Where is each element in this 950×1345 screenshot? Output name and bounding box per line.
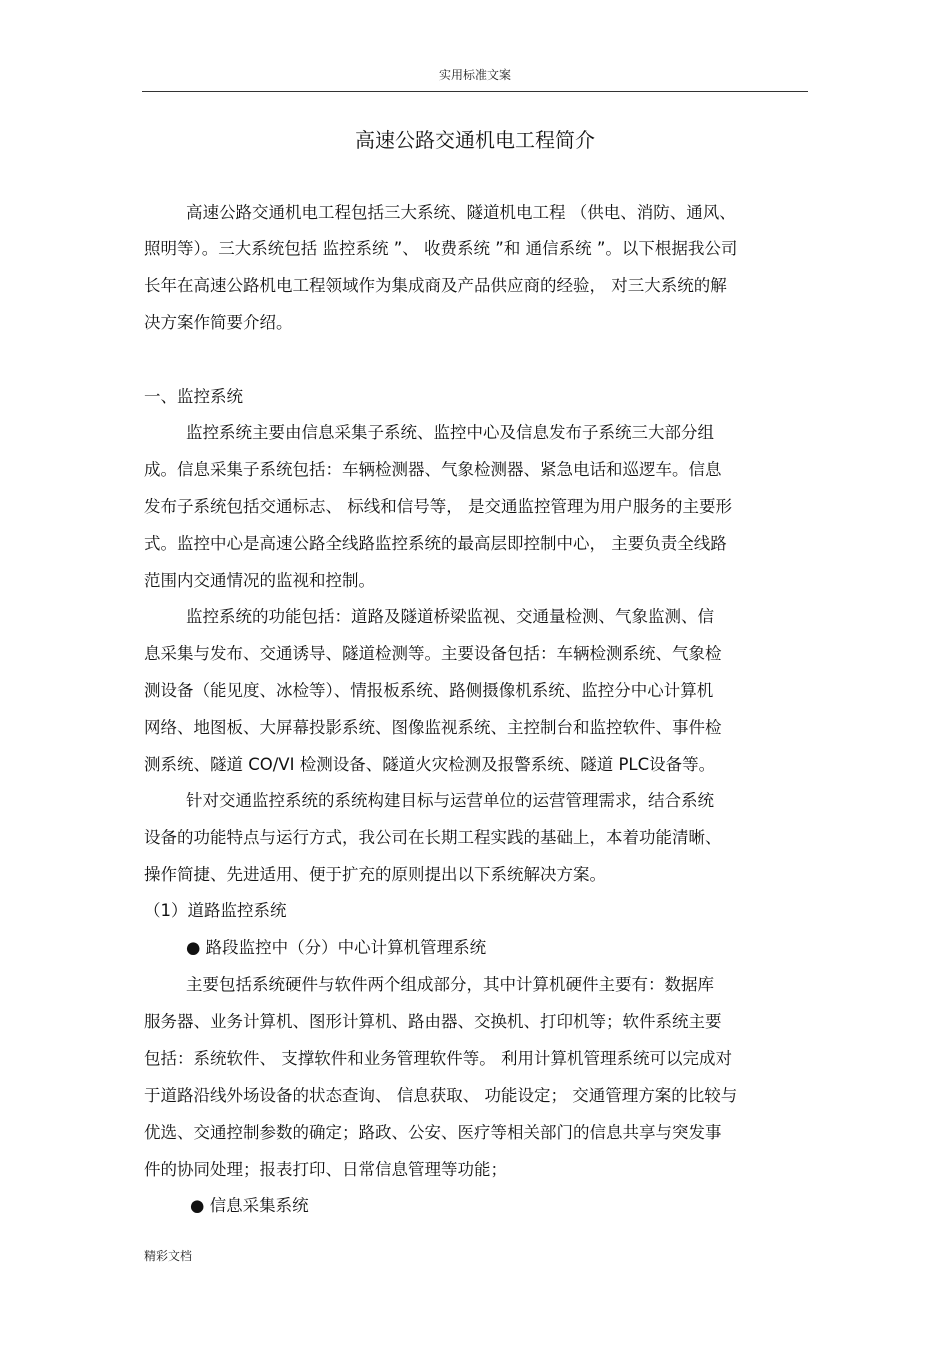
paragraph-line: 决方案作简要介绍。 [144, 313, 293, 332]
paragraph-line: 主要包括系统硬件与软件两个组成部分，其中计算机硬件主要有：数据库 [186, 975, 714, 994]
paragraph-line: 监控系统的功能包括：道路及隧道桥梁监视、交通量检测、气象监测、信 [186, 607, 714, 626]
paragraph-line: 服务器、业务计算机、图形计算机、路由器、交换机、打印机等；软件系统主要 [144, 1012, 722, 1031]
subsection-heading: （1）道路监控系统 [144, 901, 287, 920]
paragraph-line: 设备的功能特点与运行方式，我公司在长期工程实践的基础上，本着功能清晰、 [144, 828, 722, 847]
page-footer: 精彩文档 [144, 1249, 193, 1263]
paragraph-line: 发布子系统包括交通标志、 标线和信号等， 是交通监控管理为用户服务的主要形 [144, 497, 732, 516]
paragraph-line: 包括：系统软件、 支撑软件和业务管理软件等。 利用计算机管理系统可以完成对 [144, 1049, 732, 1068]
paragraph-line: 照明等）。三大系统包括 监控系统 ”、 收费系统 ”和 通信系统 ”。以下根据我公司 [144, 239, 738, 258]
paragraph-line: 高速公路交通机电工程包括三大系统、隧道机电工程 （供电、消防、通风、 [186, 203, 736, 222]
paragraph-line: 息采集与发布、交通诱导、隧道检测等。主要设备包括：车辆检测系统、气象检 [144, 644, 722, 663]
bullet-item: ● 信息采集系统 [190, 1196, 309, 1215]
document-title: 高速公路交通机电工程简介 [355, 128, 595, 152]
header-rule [142, 91, 808, 92]
paragraph-line: 件的协同处理；报表打印、日常信息管理等功能； [144, 1160, 507, 1179]
paragraph-line: 操作简捷、先进适用、便于扩充的原则提出以下系统解决方案。 [144, 865, 606, 884]
paragraph-line: 测设备（能见度、冰检等）、情报板系统、路侧摄像机系统、监控分中心计算机 [144, 681, 714, 700]
paragraph-line: 优选、交通控制参数的确定；路政、公安、医疗等相关部门的信息共享与突发事 [144, 1123, 722, 1142]
paragraph-line: 监控系统主要由信息采集子系统、监控中心及信息发布子系统三大部分组 [186, 423, 714, 442]
paragraph-line: 式。监控中心是高速公路全线路监控系统的最高层即控制中心， 主要负责全线路 [144, 534, 727, 553]
paragraph-line: 网络、地图板、大屏幕投影系统、图像监视系统、主控制台和监控软件、事件检 [144, 718, 722, 737]
paragraph-line: 成。信息采集子系统包括：车辆检测器、气象检测器、紧急电话和巡逻车。信息 [144, 460, 722, 479]
bullet-item: ● 路段监控中（分）中心计算机管理系统 [186, 938, 487, 957]
paragraph-line: 于道路沿线外场设备的状态查询、 信息获取、 功能设定； 交通管理方案的比较与 [144, 1086, 738, 1105]
paragraph-line: 长年在高速公路机电工程领域作为集成商及产品供应商的经验， 对三大系统的解 [144, 276, 727, 295]
paragraph-line: 范围内交通情况的监视和控制。 [144, 571, 375, 590]
section-heading: 一、监控系统 [144, 387, 243, 406]
paragraph-line: 针对交通监控系统的系统构建目标与运营单位的运营管理需求，结合系统 [186, 791, 714, 810]
paragraph-line: 测系统、隧道 CO/VI 检测设备、隧道火灾检测及报警系统、隧道 PLC设备等。 [144, 755, 716, 774]
page-header: 实用标准文案 [438, 68, 511, 82]
